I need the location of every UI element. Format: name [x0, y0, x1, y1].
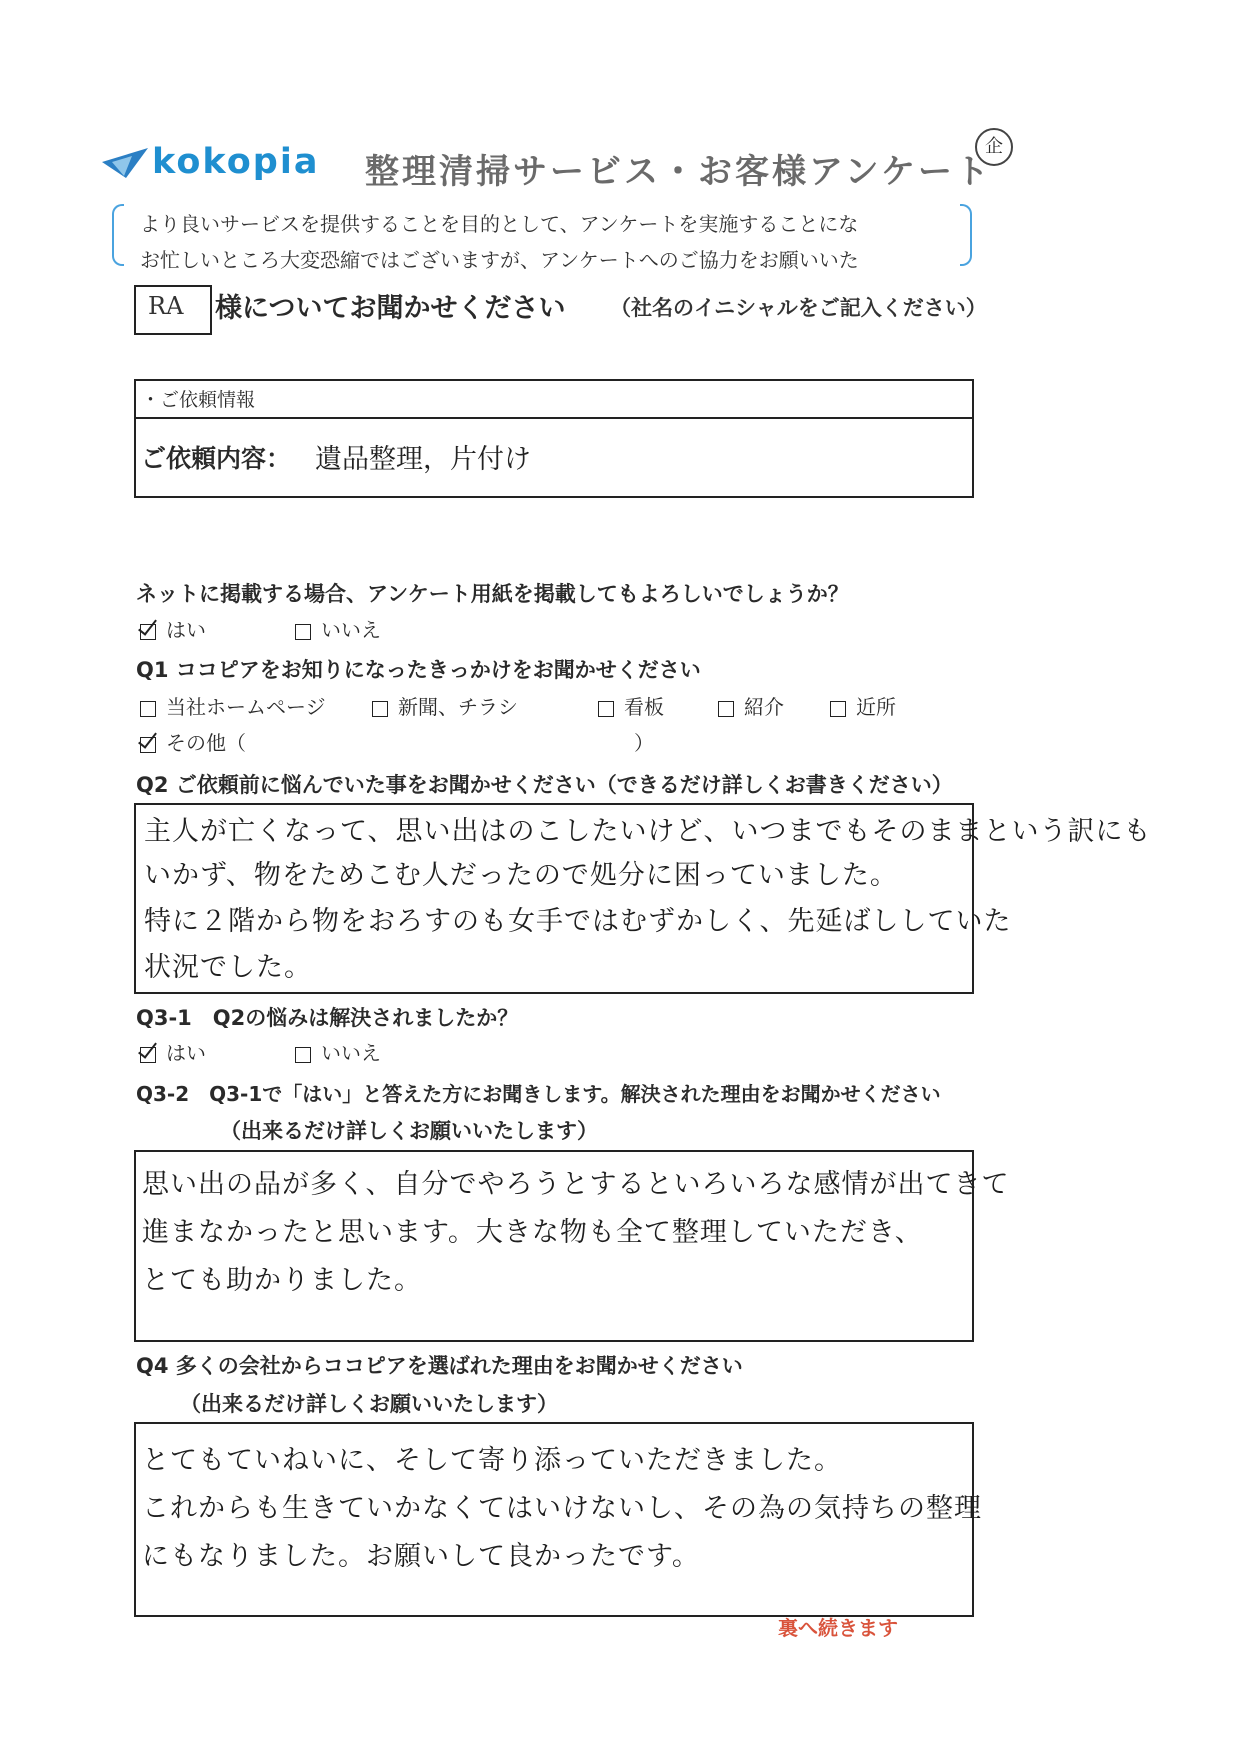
q1-option-label: 近所	[856, 695, 896, 719]
checkbox-icon[interactable]	[598, 701, 614, 717]
checkbox-icon[interactable]	[718, 701, 734, 717]
q3-1-yes-option[interactable]	[140, 1037, 206, 1066]
q3-1-yes-label: はい	[166, 1041, 206, 1065]
checkbox-checked-icon[interactable]	[140, 737, 156, 753]
customer-label: 様についてお聞かせください	[215, 293, 566, 324]
q3-2-answer-box[interactable]	[134, 1150, 1010, 1342]
q1-option-referral[interactable]	[718, 691, 784, 720]
q1-option-homepage[interactable]	[140, 691, 326, 720]
q4-subtext: （出来るだけ詳しくお願いいたします）	[180, 1392, 558, 1416]
request-info-header: ・ご依頼情報	[141, 389, 256, 411]
q4-question: Q4 多くの会社からココピアを選ばれた理由をお聞かせください	[136, 1354, 743, 1378]
brand-name: kokopia	[152, 142, 320, 182]
q1-option-label: 当社ホームページ	[166, 695, 326, 719]
q3-2-answer-line: 進まなかったと思います。大きな物も全て整理していただき、	[142, 1217, 923, 1248]
checkbox-icon[interactable]	[140, 701, 156, 717]
request-content-label: ご依頼内容：	[141, 444, 292, 473]
q2-answer-line: 状況でした。	[144, 952, 312, 983]
continue-note: 裏へ続きます	[778, 1616, 898, 1640]
q1-option-label: 紹介	[744, 695, 784, 719]
publish-no-label: いいえ	[321, 618, 381, 642]
q3-2-answer-line: 思い出の品が多く、自分でやろうとするといろいろな感情が出てきて	[142, 1169, 1010, 1200]
q4-answer-line: とてもていねいに、そして寄り添っていただきました。	[142, 1445, 842, 1476]
q1-option-neighborhood[interactable]	[830, 691, 896, 720]
publish-yes-label: はい	[166, 618, 206, 642]
q1-option-label: 看板	[624, 695, 664, 719]
q3-1-question: Q3-1 Q2の悩みは解決されましたか？	[136, 1006, 519, 1030]
q3-1-no-label: いいえ	[321, 1041, 381, 1065]
checkbox-checked-icon[interactable]	[140, 1047, 156, 1063]
q2-answer-line: いかず、物をためこむ人だったので処分に困っていました。	[144, 860, 898, 891]
q1-other-close: ）	[634, 731, 654, 755]
q2-answer-line: 主人が亡くなって、思い出はのこしたいけど、いつまでもそのままという訳にも	[144, 816, 1152, 847]
q2-question: Q2 ご依頼前に悩んでいた事をお聞かせください（できるだけ詳しくお書きください）	[136, 773, 953, 797]
checkbox-checked-icon[interactable]	[140, 624, 156, 640]
kokopia-logo-icon	[102, 148, 150, 180]
intro-line-2: お忙しいところ大変恐縮ではございますが、アンケートへのご協力をお願いいた	[140, 248, 859, 272]
q1-other-label: その他（	[166, 731, 246, 755]
q4-answer-box[interactable]	[134, 1422, 982, 1617]
q3-2-question: Q3-2 Q3-1で「はい」と答えた方にお聞きします。解決された理由をお聞かせください	[136, 1082, 941, 1106]
q1-option-newspaper[interactable]	[372, 691, 518, 720]
request-content-value[interactable]: 遺品整理，片付け	[315, 444, 531, 475]
intro-bracket-left	[112, 204, 124, 266]
checkbox-icon[interactable]	[295, 1047, 311, 1063]
q1-option-signboard[interactable]	[598, 691, 664, 720]
publish-no-option[interactable]	[295, 614, 381, 643]
q1-option-label: 新聞、チラシ	[398, 695, 518, 719]
q2-answer-line: 特に２階から物をおろすのも女手ではむずかしく、先延ばししていた	[144, 906, 1012, 937]
checkbox-icon[interactable]	[830, 701, 846, 717]
checkbox-icon[interactable]	[372, 701, 388, 717]
page-title: 整理清掃サービス・お客様アンケート	[365, 152, 992, 192]
q4-answer-line: にもなりました。お願いして良かったです。	[142, 1541, 700, 1572]
intro-line-1: より良いサービスを提供することを目的として、アンケートを実施することにな	[140, 212, 859, 236]
customer-initial-value: RA	[148, 292, 184, 320]
q3-1-no-option[interactable]	[295, 1037, 381, 1066]
publish-yes-option[interactable]	[140, 614, 206, 643]
q2-answer-box[interactable]	[134, 803, 1152, 994]
q3-2-subtext: （出来るだけ詳しくお願いいたします）	[220, 1119, 598, 1143]
q4-answer-line: これからも生きていかなくてはいけないし、その為の気持ちの整理	[142, 1493, 982, 1524]
q1-option-other[interactable]	[140, 727, 246, 756]
checkbox-icon[interactable]	[295, 624, 311, 640]
publish-question: ネットに掲載する場合、アンケート用紙を掲載してもよろしいでしょうか？	[136, 582, 849, 606]
customer-note: （社名のイニシャルをご記入ください）	[610, 296, 987, 320]
q1-question: Q1 ココピアをお知りになったきっかけをお聞かせください	[136, 658, 701, 682]
q3-2-answer-line: とても助かりました。	[142, 1265, 422, 1296]
stamp: 企	[975, 128, 1013, 166]
divider	[134, 417, 974, 419]
